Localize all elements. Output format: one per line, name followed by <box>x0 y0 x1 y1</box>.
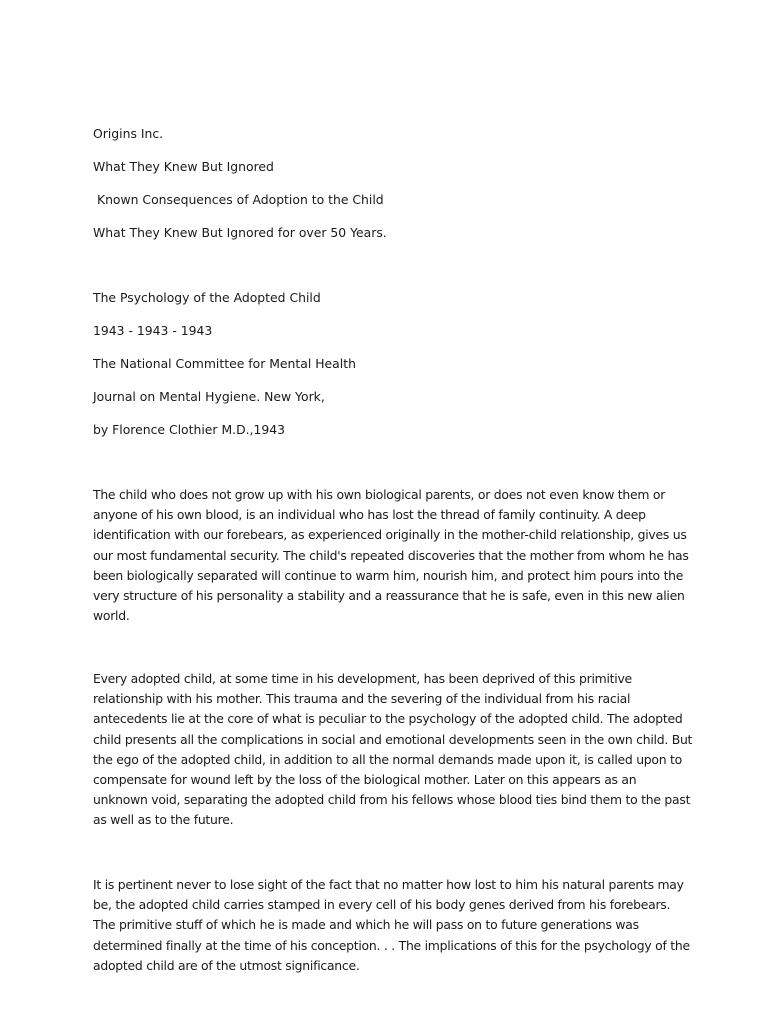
body-paragraph: The child who does not grow up with his own biological parents, or does not even know them or anyone of his own blood, is an individual who has lost the thread of family continuity. A deep identification with our forebears, as experienced originally in the mother-child relationship, gives us our most fundamental security. The child's repeated discoveries that the mother from whom he has been biologically separated will continue to warm him, nourish him, and protect him pours into the very structure of his personality a stability and a reassurance that he is safe, even in this new alien world. <box>93 487 689 624</box>
author-line: by Florence Clothier M.D.,1943 <box>93 422 286 437</box>
body-paragraph: It is pertinent never to lose sight of the fact that no matter how lost to him his natural parents may be, the adopted child carries stamped in every cell of his body genes derived from his forebears. The primitive stuff of which he is made and which he will pass on to future generations was determined finally at the time of his conception. . . The implications of this for the psychology of the adopted child are of the utmost significance. <box>93 877 690 973</box>
organization-name: Origins Inc. <box>93 126 164 141</box>
subtitle-line: Known Consequences of Adoption to the Child <box>93 192 384 207</box>
tagline-line: What They Knew But Ignored for over 50 Years. <box>93 225 387 240</box>
journal-line: Journal on Mental Hygiene. New York, <box>93 389 325 404</box>
article-year: 1943 - 1943 - 1943 <box>93 323 213 338</box>
body-paragraph: Every adopted child, at some time in his development, has been deprived of this primitive relationship with his mother. This trauma and the severing of the individual from his racial antecedents lie at the core of what is peculiar to the psychology of the adopted child. The adopted child presents all the complications in social and emotional developments seen in the own child. But the ego of the adopted child, in addition to all the normal demands made upon it, is called upon to compensate for wound left by the loss of the biological mother. Later on this appears as an unknown void, separating the adopted child from his fellows whose blood ties bind them to the past as well as to the future. <box>93 671 693 828</box>
title-line: What They Knew But Ignored <box>93 159 274 174</box>
publisher-line: The National Committee for Mental Health <box>93 356 356 371</box>
article-title: The Psychology of the Adopted Child <box>93 290 321 305</box>
